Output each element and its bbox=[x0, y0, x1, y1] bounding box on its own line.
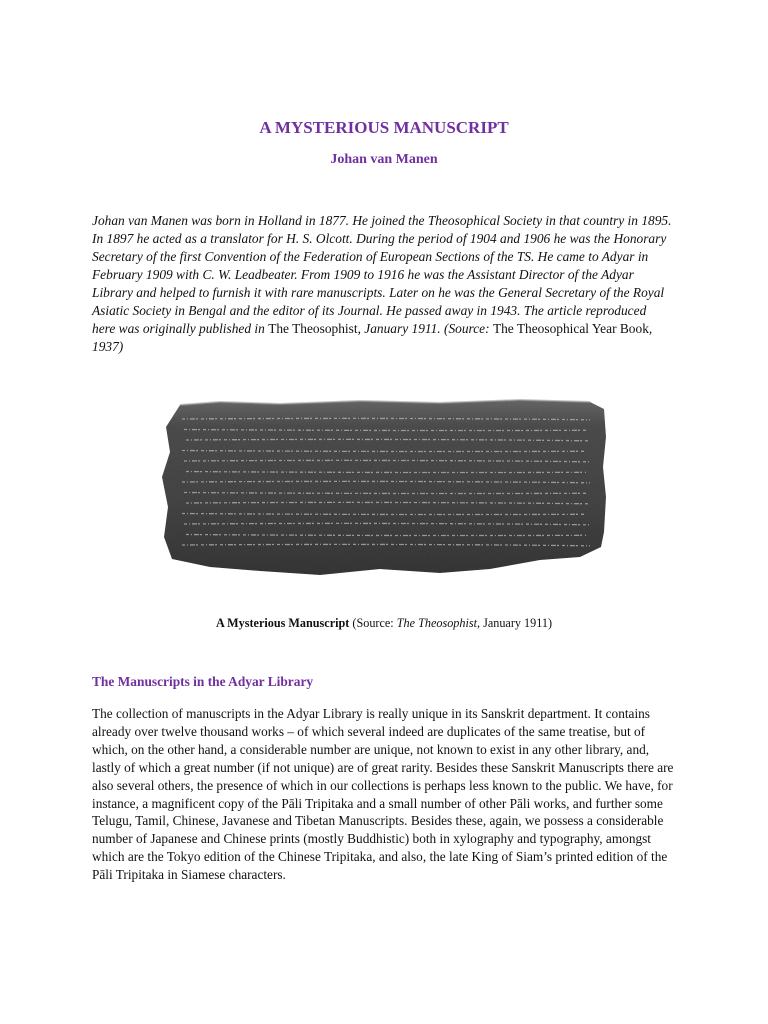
intro-publication-1: The Theosophist bbox=[268, 321, 358, 336]
intro-text-3: , 1937) bbox=[92, 321, 653, 354]
intro-text-2: , January 1911. (Source: bbox=[357, 321, 493, 336]
figure-caption bbox=[0, 616, 768, 631]
section-heading: The Manuscripts in the Adyar Library bbox=[92, 674, 314, 689]
section-paragraph: The collection of manuscripts in the Adyar Library is really unique in its Sanskrit department. It contains already over twelve thousand works – of which several indeed are duplicates of the same treatise, but of which, on the other hand, a considerable number are unique, not known to exist in any other library, and, lastly of which a great number (if not unique) are of great rarity. Besides these Sanskrit Manuscripts there are also several others, the presence of which in our collections is perhaps less known to the public. We have, for instance, a magnificent copy of the Pāli Tripitaka and a small number of other Pāli works, and further some Telugu, Tamil, Chinese, Javanese and Tibetan Manuscripts. Besides these, again, we possess a considerable number of Japanese and Chinese prints (mostly Buddhistic) both in xylography and typography, amongst which are the Tokyo edition of the Chinese Tripitaka, and also, the late King of Siam’s printed edition of the Pāli Tripitaka in Siamese characters. bbox=[92, 706, 674, 883]
intro-text-1: Johan van Manen was born in Holland in 1877. He joined the Theosophical Society in that country in 1895. In 1897 he acted as a translator for H. S. Olcott. During the period of 1904 and 1906 he was the Honorary Secretary of the first Convention of the Federation of European Sections of the TS. He came to Adyar in February 1909 with C. W. Leadbeater. From 1909 to 1916 he was the Assistant Director of the Adyar Library and helped to furnish it with rare manuscripts. Later on he was the General Secretary of the Royal Asiatic Society in Bengal and the editor of its Journal. He passed away in 1943. The article reproduced here was originally published in bbox=[92, 213, 672, 336]
intro-publication-2: The Theosophical Year Book bbox=[492, 321, 649, 336]
manuscript-image bbox=[160, 397, 607, 577]
manuscript-leaf bbox=[162, 400, 606, 575]
article-author: Johan van Manen bbox=[330, 152, 438, 167]
intro-paragraph bbox=[92, 212, 672, 356]
caption-title: A Mysterious Manuscript bbox=[215, 616, 350, 630]
caption-publication: The Theosophist bbox=[396, 616, 477, 630]
article-title: A MYSTERIOUS MANUSCRIPT bbox=[259, 118, 509, 137]
caption-source-prefix: (Source: bbox=[349, 616, 397, 630]
caption-date: , January 1911) bbox=[477, 616, 553, 630]
